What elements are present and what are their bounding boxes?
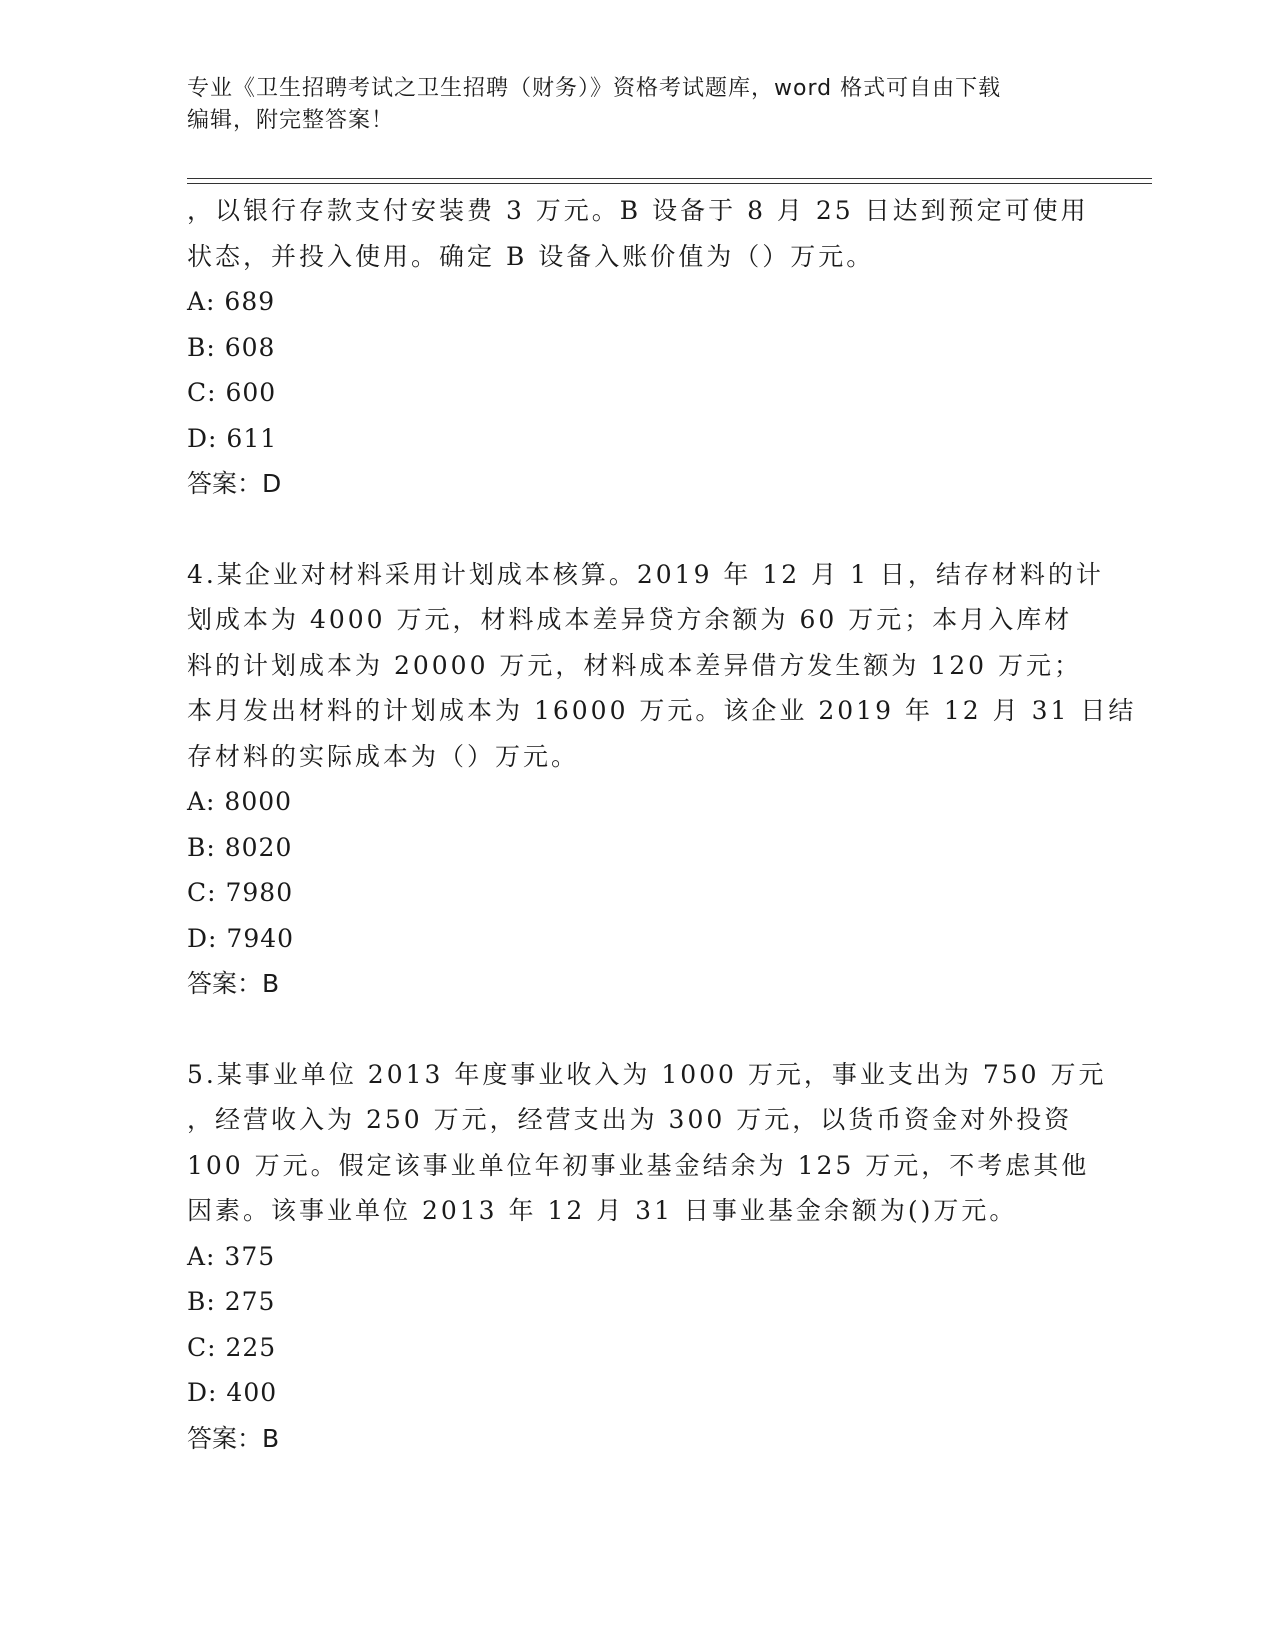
document-header: [187, 73, 1087, 137]
question-4: [187, 552, 1137, 1007]
question-5-stem-line: 100 万元。假定该事业单位年初事业基金结余为 125 万元，不考虑其他: [187, 1150, 1090, 1180]
question-3-answer: 答案：D: [187, 469, 282, 498]
question-4-stem-line: 4.某企业对材料采用计划成本核算。2019 年 12 月 1 日，结存材料的计: [187, 559, 1104, 589]
question-3-option-b: B: 608: [187, 332, 276, 362]
question-5-option-d: D: 400: [187, 1378, 278, 1407]
question-3-stem-line: ，以银行存款支付安装费 3 万元。B 设备于 8 月 25 日达到预定可使用: [187, 196, 1089, 225]
question-5-stem-line: ，经营收入为 250 万元，经营支出为 300 万元，以货币资金对外投资: [187, 1105, 1073, 1134]
header-line-1: 专业《卫生招聘考试之卫生招聘（财务）》资格考试题库，word 格式可自由下载: [187, 76, 1002, 101]
question-4-stem-line: 存材料的实际成本为（）万元。: [187, 741, 580, 771]
question-5-option-c: C: 225: [187, 1332, 277, 1362]
question-5-stem: [187, 1052, 1107, 1234]
question-5: [187, 1052, 1107, 1462]
question-3-option-c: C: 600: [187, 378, 277, 407]
question-4-option-c: C: 7980: [187, 878, 294, 907]
question-5-stem-line: 5.某事业单位 2013 年度事业收入为 1000 万元，事业支出为 750 万元: [187, 1059, 1107, 1089]
spacer: [187, 1007, 1087, 1052]
question-4-option-a: A: 8000: [187, 787, 293, 816]
question-3-option-a: A: 689: [187, 287, 276, 316]
question-5-option-b: B: 275: [187, 1287, 276, 1316]
header-line-2: 编辑，附完整答案！: [187, 108, 395, 133]
question-4-stem: [187, 552, 1137, 780]
question-3-option-d: D: 611: [187, 423, 278, 453]
header-divider-top: [187, 178, 1152, 179]
question-list: [187, 188, 1137, 1461]
spacer: [187, 507, 1087, 552]
question-4-option-d: D: 7940: [187, 923, 295, 953]
question-4-stem-line: 料的计划成本为 20000 万元，材料成本差异借方发生额为 120 万元；: [187, 650, 1083, 680]
question-3-stem: [187, 188, 1087, 279]
question-3-stem-line: 状态，并投入使用。确定 B 设备入账价值为（）万元。: [187, 241, 875, 271]
header-divider-bottom: [187, 183, 1152, 184]
question-4-option-b: B: 8020: [187, 832, 293, 862]
question-4-stem-line: 划成本为 4000 万元，材料成本差异贷方余额为 60 万元；本月入库材: [187, 605, 1073, 634]
question-3: [187, 188, 1087, 507]
question-5-stem-line: 因素。该事业单位 2013 年 12 月 31 日事业基金余额为()万元。: [187, 1196, 1018, 1225]
question-4-answer: 答案：B: [187, 969, 280, 998]
question-4-stem-line: 本月发出材料的计划成本为 16000 万元。该企业 2019 年 12 月 31 日结: [187, 696, 1137, 725]
question-5-option-a: A: 375: [187, 1241, 276, 1271]
question-5-answer: 答案：B: [187, 1423, 280, 1453]
